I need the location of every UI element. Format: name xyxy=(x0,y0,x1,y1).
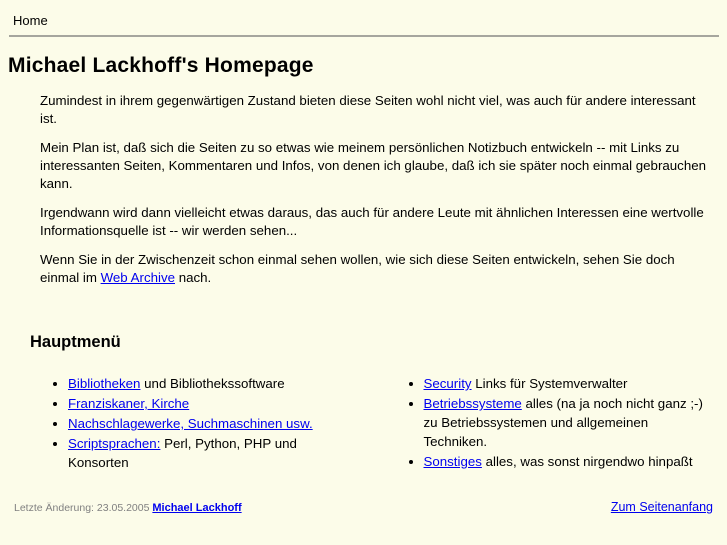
page-footer xyxy=(14,500,713,514)
divider xyxy=(9,35,719,37)
menu-item-text: Links für Systemverwalter xyxy=(471,376,628,391)
back-to-top-link[interactable]: Zum Seitenanfang xyxy=(610,500,713,514)
main-menu xyxy=(8,374,719,473)
bibliotheken-link[interactable]: Bibliotheken xyxy=(68,376,141,391)
intro-paragraph-1: Zumindest in ihrem gegenwärtigen Zustand bieten diese Seiten wohl nicht viel, was auch für andere interessant ist. xyxy=(40,93,696,126)
menu-list-left xyxy=(8,374,364,472)
security-link[interactable]: Security xyxy=(423,376,472,391)
last-modified-text: Letzte Änderung: 23.05.2005 xyxy=(14,502,153,514)
menu-item-nachschlagewerke xyxy=(68,414,364,433)
menu-item-text: alles, was sonst nirgendwo hinpaßt xyxy=(481,454,693,469)
menu-item-text: und Bibliothekssoftware xyxy=(140,376,285,391)
menu-item-security xyxy=(424,374,720,393)
betriebssysteme-link[interactable]: Betriebssysteme xyxy=(423,396,522,411)
menu-item-bibliotheken xyxy=(68,374,364,393)
main-menu-heading: Hauptmenü xyxy=(30,333,121,351)
back-to-top xyxy=(611,500,713,514)
menu-item-text: alles (na ja noch nicht ganz ;-) zu Betriebssystemen und allgemeinen Techniken. xyxy=(423,396,703,449)
intro-section xyxy=(8,92,719,287)
nav-home-link[interactable]: Home xyxy=(13,13,48,28)
menu-item-scriptsprachen xyxy=(68,434,364,472)
intro-paragraph-4-text-before: Wenn Sie in der Zwischenzeit schon einmal sehen wollen, wie sich diese Seiten entwickeln, sehen Sie doch einmal im xyxy=(40,252,675,285)
menu-column-left xyxy=(8,374,364,473)
menu-item-franziskaner xyxy=(68,394,364,413)
sonstiges-link[interactable]: Sonstiges xyxy=(423,454,482,469)
franziskaner-kirche-link[interactable]: Franziskaner, Kirche xyxy=(68,396,190,411)
top-nav xyxy=(13,13,719,28)
intro-paragraph-4-text-after: nach. xyxy=(175,270,212,285)
menu-list-right xyxy=(364,374,720,471)
menu-item-betriebssysteme xyxy=(424,394,720,451)
intro-paragraph-4 xyxy=(40,251,711,287)
intro-paragraph-2: Mein Plan ist, daß sich die Seiten zu so etwas wie meinem persönlichen Notizbuch entwickeln -- mit Links zu interessanten Seiten, Kommentaren und Infos, von denen ich glaube, daß ich sie später noch einmal gebrauchen kann. xyxy=(40,140,707,191)
web-archive-link[interactable]: Web Archive xyxy=(100,270,175,285)
last-modified xyxy=(14,502,242,514)
nachschlagewerke-link[interactable]: Nachschlagewerke, Suchmaschinen usw. xyxy=(68,416,313,431)
intro-paragraph-3: Irgendwann wird dann vielleicht etwas daraus, das auch für andere Leute mit ähnlichen Interessen eine wertvolle Informationsquelle ist -- wir werden sehen... xyxy=(40,205,704,238)
menu-column-right xyxy=(364,374,720,473)
page-title: Michael Lackhoff's Homepage xyxy=(8,54,314,77)
menu-item-text: Perl, Python, PHP und Konsorten xyxy=(68,436,297,470)
scriptsprachen-link[interactable]: Scriptsprachen: xyxy=(68,436,161,451)
author-link[interactable]: Michael Lackhoff xyxy=(152,502,242,514)
menu-item-sonstiges xyxy=(424,452,720,471)
